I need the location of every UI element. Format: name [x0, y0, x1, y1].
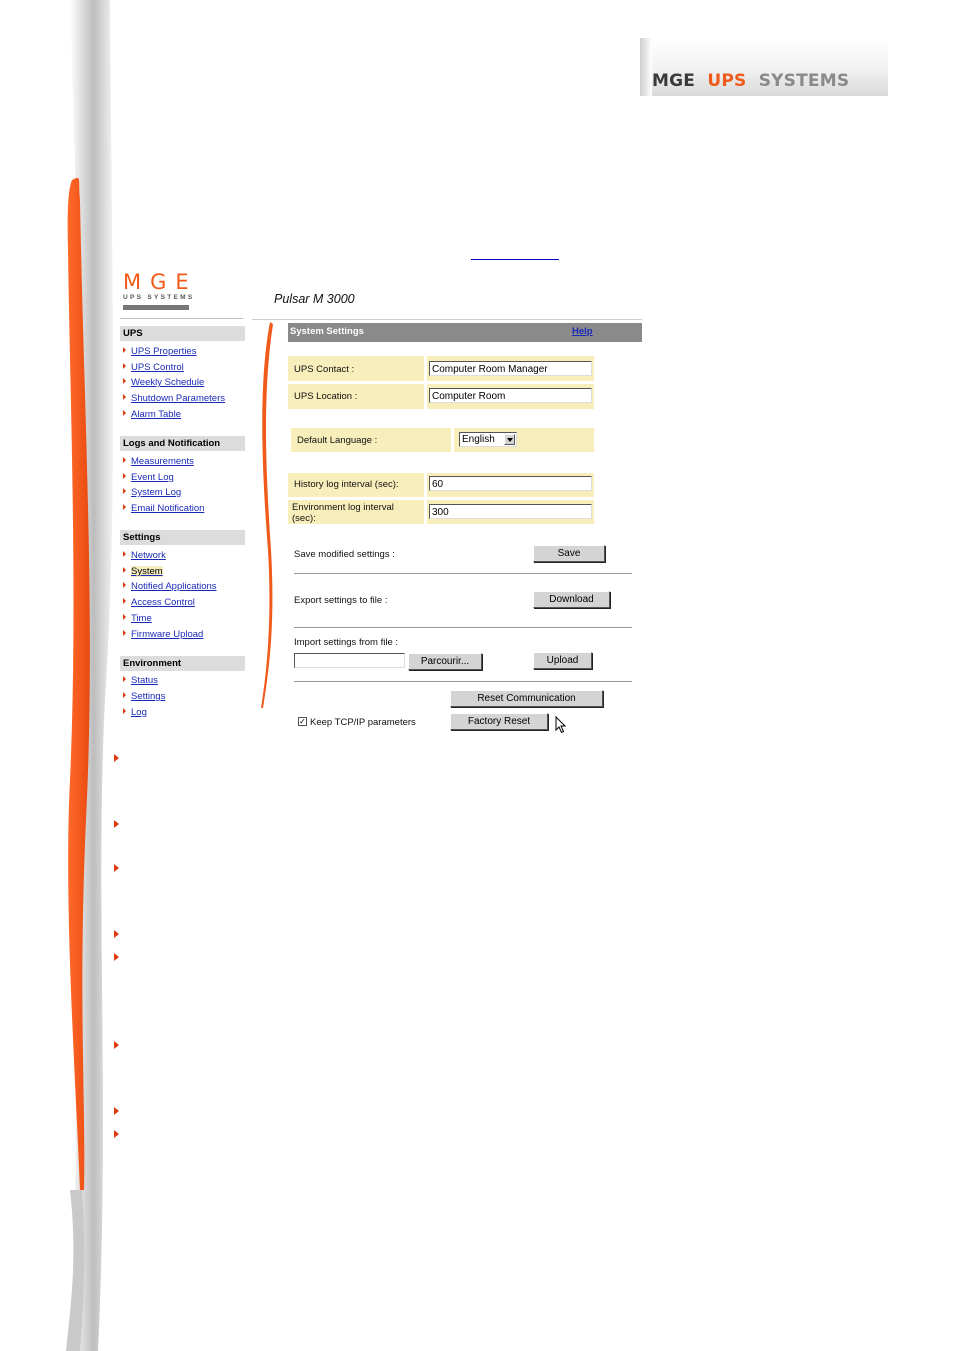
link-underline[interactable] — [471, 259, 559, 260]
bullet-arrow-icon — [123, 410, 126, 416]
nav-item-network[interactable]: Network — [123, 550, 166, 562]
bullet-arrow-icon — [123, 551, 126, 557]
bullet-arrow-icon — [114, 930, 119, 938]
language-select-value: English — [462, 434, 495, 445]
save-settings-label: Save modified settings : — [294, 549, 395, 560]
nav-item-env-log[interactable]: Log — [123, 707, 147, 719]
nav-item-system[interactable]: System — [123, 566, 163, 578]
nav-item-email-notification[interactable]: Email Notification — [123, 503, 204, 515]
nav-section-environment: Environment — [120, 656, 245, 671]
help-link[interactable]: Help — [572, 326, 593, 337]
ups-location-input[interactable]: Computer Room — [429, 388, 592, 403]
nav-item-event-log[interactable]: Event Log — [123, 472, 174, 484]
divider — [294, 627, 632, 628]
bullet-arrow-icon — [123, 473, 126, 479]
title-divider — [252, 319, 642, 320]
nav-item-env-status[interactable]: Status — [123, 675, 158, 687]
bullet-arrow-icon — [123, 614, 126, 620]
bullet-arrow-icon — [123, 708, 126, 714]
bullet-arrow-icon — [123, 488, 126, 494]
mge-logo: MGE UPS SYSTEMS — [123, 271, 198, 310]
bullet-arrow-icon — [123, 630, 126, 636]
browse-button[interactable]: Parcourir... — [408, 653, 482, 670]
bullet-arrow-icon — [123, 598, 126, 604]
bullet-arrow-icon — [123, 504, 126, 510]
import-settings-label: Import settings from file : — [294, 637, 399, 648]
bullet-arrow-icon — [123, 347, 126, 353]
nav-section-logs: Logs and Notification — [120, 436, 245, 451]
panel-title: System Settings — [290, 326, 364, 337]
bullet-arrow-icon — [123, 363, 126, 369]
env-interval-input[interactable]: 300 — [429, 504, 592, 519]
default-language-label: Default Language : — [297, 435, 378, 446]
panel-header — [288, 323, 642, 342]
bullet-arrow-icon — [123, 567, 126, 573]
chevron-down-icon[interactable] — [504, 434, 515, 445]
ups-contact-input[interactable]: Computer Room Manager — [429, 361, 592, 376]
upload-button[interactable]: Upload — [533, 652, 592, 669]
nav-item-system-log[interactable]: System Log — [123, 487, 181, 499]
history-interval-input[interactable]: 60 — [429, 476, 592, 491]
file-path-input[interactable] — [294, 653, 405, 668]
divider — [294, 681, 632, 682]
save-button[interactable]: Save — [533, 545, 605, 562]
bullet-arrow-icon — [123, 676, 126, 682]
nav-item-ups-control[interactable]: UPS Control — [123, 362, 184, 374]
bullet-arrow-icon — [123, 692, 126, 698]
product-title: Pulsar M 3000 — [274, 292, 355, 306]
nav-item-time[interactable]: Time — [123, 613, 152, 625]
nav-item-firmware-upload[interactable]: Firmware Upload — [123, 629, 203, 641]
nav-item-env-settings[interactable]: Settings — [123, 691, 165, 703]
ups-location-label: UPS Location : — [294, 391, 358, 402]
nav-section-settings: Settings — [120, 530, 245, 545]
orange-swoosh-decoration — [255, 320, 280, 710]
nav-item-weekly-schedule[interactable]: Weekly Schedule — [123, 377, 204, 389]
nav-item-access-control[interactable]: Access Control — [123, 597, 195, 609]
bullet-arrow-icon — [114, 864, 119, 872]
nav-item-alarm-table[interactable]: Alarm Table — [123, 409, 181, 421]
bullet-arrow-icon — [123, 582, 126, 588]
bullet-arrow-icon — [114, 953, 119, 961]
bullet-arrow-icon — [123, 457, 126, 463]
nav-divider — [120, 318, 243, 319]
bullet-arrow-icon — [114, 820, 119, 828]
checkmark-icon: ✓ — [299, 717, 306, 726]
bullet-arrow-icon — [114, 1107, 119, 1115]
ups-contact-label: UPS Contact : — [294, 364, 355, 375]
bullet-arrow-icon — [114, 754, 119, 762]
nav-item-ups-properties[interactable]: UPS Properties — [123, 346, 196, 358]
mouse-pointer-icon — [555, 716, 567, 734]
left-decorative-band — [0, 0, 120, 1351]
nav-section-ups: UPS — [120, 326, 245, 341]
bullet-arrow-icon — [123, 378, 126, 384]
download-button[interactable]: Download — [533, 591, 610, 608]
export-settings-label: Export settings to file : — [294, 595, 388, 606]
bullet-arrow-icon — [123, 394, 126, 400]
keep-tcpip-label: Keep TCP/IP parameters — [310, 717, 416, 728]
keep-tcpip-checkbox[interactable] — [298, 717, 307, 726]
env-interval-label: Environment log interval (sec): — [292, 502, 394, 524]
history-interval-label: History log interval (sec): — [294, 479, 399, 490]
bullet-arrow-icon — [114, 1041, 119, 1049]
brand-header — [640, 38, 890, 98]
language-select[interactable] — [459, 432, 517, 447]
nav-item-measurements[interactable]: Measurements — [123, 456, 194, 468]
reset-communication-button[interactable]: Reset Communication — [450, 690, 603, 707]
nav-item-shutdown-parameters[interactable]: Shutdown Parameters — [123, 393, 225, 405]
nav-item-notified-applications[interactable]: Notified Applications — [123, 581, 217, 593]
factory-reset-button[interactable]: Factory Reset — [450, 713, 548, 730]
divider — [294, 573, 632, 574]
brand-wordmark: MGE UPS SYSTEMS — [652, 71, 850, 91]
bullet-arrow-icon — [114, 1130, 119, 1138]
